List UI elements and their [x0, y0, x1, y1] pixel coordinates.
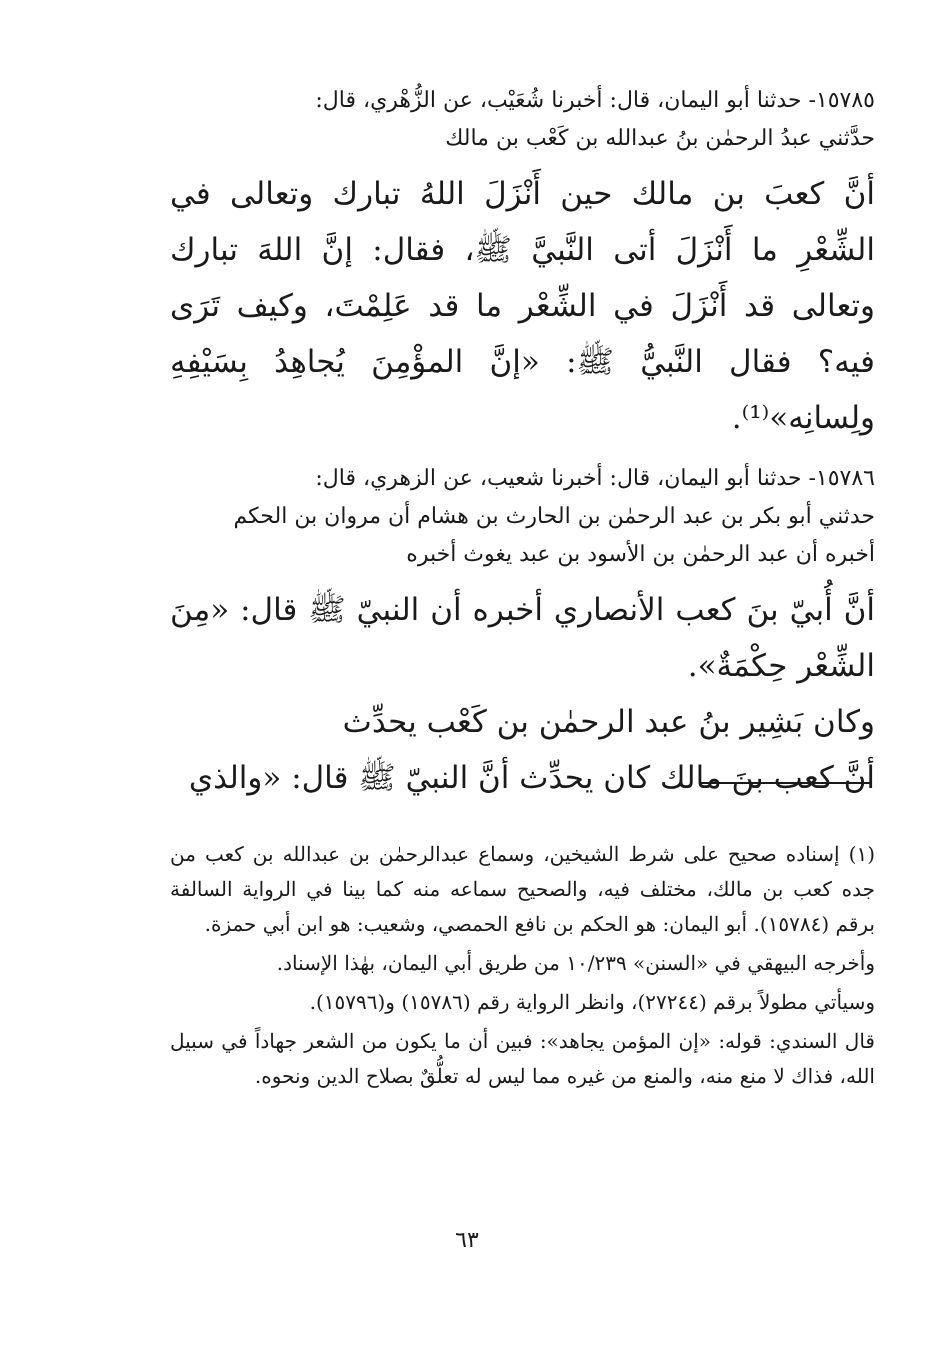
chain-line: حدَّثني عبدُ الرحمٰن بنُ عبدالله بن كَعْب بن مالك — [445, 126, 875, 151]
hadith-15786-matn: أنَّ أُبيّ بنَ كعب الأنصاري أخبره أن النبيّ ﷺ قال: «مِنَ الشِّعْر حِكْمَةٌ». — [170, 592, 875, 684]
footnotes — [170, 837, 875, 1098]
chain-line: ١٥٧٨٦- حدثنا أبو اليمان، قال: أخبرنا شعيب، عن الزهري، قال: — [315, 466, 875, 491]
narration-text: أنَّ كعب بنَ مالك كان يحدِّث أنَّ النبيّ ﷺ قال: «والذي — [188, 760, 875, 796]
footnote-sindi: قال السندي: قوله: «إن المؤمن يجاهد»: فبين أن ما يكون من الشعر جهاداً في سبيل الله، فذاك لا منع منه، والمنع من غيره مما ليس له تعلُّقٌ بصلاح الدين ونحوه. — [170, 1029, 875, 1088]
hadith-15785-chain — [170, 82, 875, 158]
footnote-1: (١) إسناده صحيح على شرط الشيخين، وسماع عبدالرحمٰن بن عبدالله بن كعب من جده كعب بن مالك، مختلف فيه، والصحيح سماعه منه كما بينا في الرواية السالفة برقم (١٥٧٨٤). أبو اليمان: هو الحكم بن نافع الحمصي، وشعيب: هو ابن أبي حمزة. — [170, 842, 875, 936]
page-number: ٦٣ — [455, 1228, 479, 1253]
main-text — [170, 82, 875, 1342]
footnote-separator — [700, 782, 872, 784]
chain-line: حدثني أبو بكر بن عبد الرحمٰن بن الحارث بن هشام أن مروان بن الحكم — [233, 504, 875, 529]
chain-line: أخبره أن عبد الرحمٰن بن الأسود بن عبد يغوث أخبره — [406, 542, 875, 567]
narration-intro: وكان بَشِير بنُ عبد الرحمٰن بن كَعْب يحدِّث — [342, 704, 875, 740]
hadith-15785-matn: أنَّ كعبَ بن مالك حين أَنْزَلَ اللهُ تبارك وتعالى في الشِّعْرِ ما أَنْزَلَ أتى النَّبيَّ ﷺ، فقال: إنَّ اللهَ تبارك وتعالى قد أَنْزَلَ في الشِّعْر ما قد عَلِمْتَ، وكيف تَرَى فيه؟ فقال النَّبيُّ ﷺ: «إنَّ المؤْمِنَ يُجاهِدُ بِسَيْفِهِ ولِسانِه»⁽¹⁾. — [170, 176, 875, 436]
chain-line: ١٥٧٨٥- حدثنا أبو اليمان، قال: أخبرنا شُعَيْب، عن الزُّهْري، قال: — [315, 88, 875, 113]
footnote-crossref: وسيأتي مطولاً برقم (٢٧٢٤٤)، وانظر الرواية رقم (١٥٧٨٦) و(١٥٧٩٦). — [309, 990, 875, 1014]
hadith-15786-chain — [170, 460, 875, 574]
footnote-source: وأخرجه البيهقي في «السنن» ١٠/٢٣٩ من طريق أبي اليمان، بهٰذا الإسناد. — [276, 951, 875, 975]
